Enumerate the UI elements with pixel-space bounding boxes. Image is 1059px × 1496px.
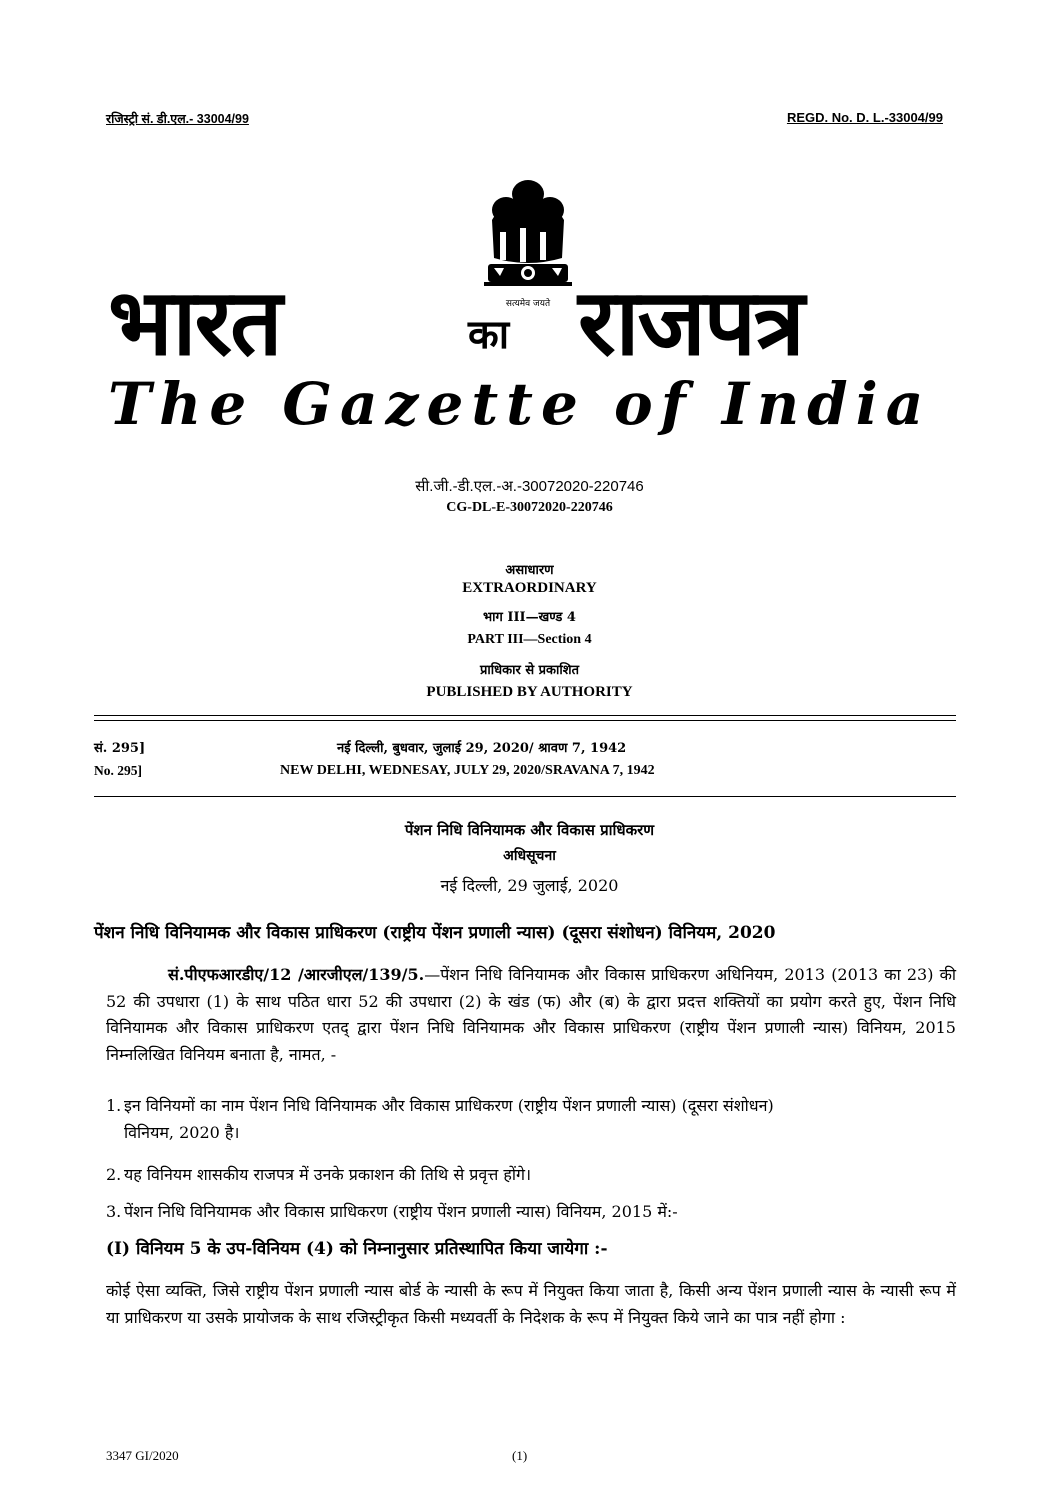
intro-paragraph [106, 962, 956, 1068]
list-item-text-continued: विनियम, 2020 है। [124, 1123, 240, 1142]
part-section-hindi: भाग III—खण्ड 4 [483, 610, 576, 625]
emblem-motto: सत्यमेव जयते [505, 299, 551, 309]
issue-number-hindi: सं. 295] [94, 741, 146, 756]
list-item [106, 1092, 956, 1146]
part-section-english: PART III—Section 4 [467, 632, 592, 647]
masthead-hindi [108, 268, 958, 378]
masthead-hindi-rajpatra: राजपत्र [578, 269, 803, 376]
published-by-authority-hindi: प्राधिकार से प्रकाशित [480, 663, 579, 678]
sub-regulation-heading: (I) विनियम 5 के उप-विनियम (4) को निम्नानुसार प्रतिस्थापित किया जायेगा :- [106, 1239, 608, 1259]
cg-code-hindi: सी.जी.-डी.एल.-अ.-30072020-220746 [415, 478, 644, 495]
extraordinary-hindi: असाधारण [505, 563, 554, 578]
published-by-authority-english: PUBLISHED BY AUTHORITY [426, 684, 633, 700]
sub-regulation-paragraph: कोई ऐसा व्यक्ति, जिसे राष्ट्रीय पेंशन प्रणाली न्यास बोर्ड के न्यासी के रूप में नियुक्त किया जाता है, किसी अन्य पेंशन प्रणाली न्यास के न्यासी रूप में या प्राधिकरण या उसके प्रायोजक के साथ रजिस्ट्रीकृत किसी मध्यवर्ती के निदेशक के रूप में नियुक्त किये जाने का पात्र नहीं होगा : [106, 1281, 956, 1327]
masthead-english: The Gazette of India [108, 370, 932, 438]
authority-name: पेंशन निधि विनियामक और विकास प्राधिकरण [404, 821, 655, 839]
place-and-date: नई दिल्ली, 29 जुलाई, 2020 [440, 876, 619, 895]
issue-date-hindi: नई दिल्ली, बुधवार, जुलाई 29, 2020/ श्रावण 7, 1942 [337, 741, 627, 756]
list-item [106, 1161, 956, 1188]
issue-number-english: No. 295] [94, 763, 142, 778]
footer-code: 3347 GI/2020 [106, 1448, 179, 1463]
list-item [106, 1198, 956, 1225]
list-item-number: 3. [106, 1202, 122, 1221]
reference-number: सं.पीएफआरडीए/12 /आरजीएल/139/5. [168, 965, 425, 984]
masthead-hindi-bharat: भारत [108, 269, 281, 376]
list-item-text: पेंशन निधि विनियामक और विकास प्राधिकरण (राष्ट्रीय पेंशन प्रणाली न्यास) विनियम, 2015 में:- [124, 1202, 678, 1221]
divider-top-double [94, 720, 956, 721]
list-item-number: 2. [106, 1165, 122, 1184]
masthead-hindi-ka: का [468, 312, 510, 358]
intro-rest: (2013 का 23) की 52 की उपधारा (1) के साथ पठित धारा 52 की उपधारा (2) के खंड (फ) और (ब) के द्वारा प्रदत्त शक्तियों का प्रयोग करते हुए, पेंशन निधि विनियामक और विकास प्राधिकरण एतद् द्वारा पेंशन निधि विनियामक और विकास प्राधिकरण (राष्ट्रीय पेंशन प्रणाली न्यास) विनियम, 2015 निम्नलिखित विनियम बनाता है, नामत, - [106, 965, 957, 1064]
list-item-number: 1. [106, 1096, 122, 1115]
intro-first-line: —पेंशन निधि विनियामक और विकास प्राधिकरण अधिनियम, 2013 [424, 965, 826, 984]
cg-code-english: CG-DL-E-30072020-220746 [446, 500, 613, 515]
divider-top [94, 715, 956, 716]
list-item-text: इन विनियमों का नाम पेंशन निधि विनियामक और विकास प्राधिकरण (राष्ट्रीय पेंशन प्रणाली न्यास) (दूसरा संशोधन) [124, 1096, 774, 1115]
registry-number-english: REGD. No. D. L.-33004/99 [786, 110, 943, 125]
registry-number-hindi: रजिस्ट्री सं. डी.एल.- 33004/99 [106, 112, 249, 126]
notification-heading: अधिसूचना [503, 848, 556, 864]
extraordinary-english: EXTRAORDINARY [462, 580, 597, 596]
divider-bottom [94, 796, 956, 797]
page-number: (1) [512, 1448, 528, 1463]
list-item-text: यह विनियम शासकीय राजपत्र में उनके प्रकाशन की तिथि से प्रवृत्त होंगे। [124, 1165, 532, 1184]
issue-date-english: NEW DELHI, WEDNESAY, JULY 29, 2020/SRAVANA 7, 1942 [280, 763, 655, 778]
regulation-title: पेंशन निधि विनियामक और विकास प्राधिकरण (राष्ट्रीय पेंशन प्रणाली न्यास) (दूसरा संशोधन) विनियम, 2020 [94, 923, 776, 943]
